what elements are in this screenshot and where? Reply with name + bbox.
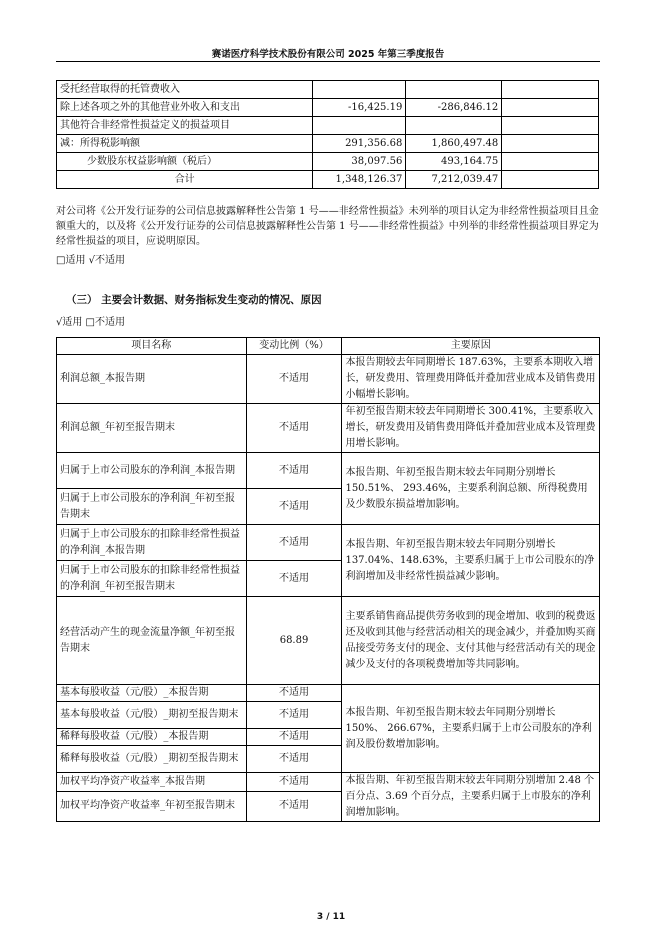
item-name: 加权平均净资产收益率_年初至报告期末 — [57, 791, 247, 821]
row-ytd — [406, 81, 502, 99]
item-name: 归属于上市公司股东的净利润_年初至报告期末 — [57, 489, 247, 525]
change-ratio: 68.89 — [246, 597, 342, 685]
note-applicable-status: □适用 √不适用 — [56, 255, 125, 266]
row-label: 其他符合非经常性损益定义的损益项目 — [57, 117, 313, 135]
page-number: 3 / 11 — [316, 912, 346, 922]
row-label: 少数股东权益影响额（税后） — [57, 153, 313, 171]
change-ratio: 不适用 — [246, 702, 342, 729]
table-row — [57, 171, 599, 189]
table-row — [57, 153, 599, 171]
item-name: 基本每股收益（元/股）_本报告期 — [57, 685, 247, 702]
change-ratio: 不适用 — [246, 773, 342, 792]
main-reason: 本报告期较去年同期增长 187.63%，主要系本期收入增长，研发费用、管理费用降低并叠加营业成本及销售费用小幅增长影响。 — [342, 355, 600, 404]
section-title: （三） 主要会计数据、财务指标发生变动的情况、原因 — [66, 294, 322, 306]
table-row — [57, 99, 599, 117]
row-ytd: 1,860,497.48 — [406, 135, 502, 153]
change-ratio: 不适用 — [246, 746, 342, 773]
table-row — [57, 597, 600, 685]
main-reason: 年初至报告期末较去年同期增长 300.41%，主要系收入增长，研发费用及销售费用降低并叠加营业成本及管理费用增长影响。 — [342, 404, 600, 453]
item-name: 加权平均净资产收益率_本报告期 — [57, 773, 247, 792]
change-ratio: 不适用 — [246, 453, 342, 489]
change-ratio: 不适用 — [246, 489, 342, 525]
section-applicable-status: √适用 □不适用 — [56, 317, 125, 328]
item-name: 稀释每股收益（元/股）_本报告期 — [57, 729, 247, 746]
row-current-period — [313, 117, 406, 135]
note-paragraph: 对公司将《公开发行证券的公司信息披露解释性公告第 1 号——非经常性损益》未列举的项目认定为非经常性损益项目且金额重大的，以及将《公开发行证券的公司信息披露解释性公告第 1 号——非经常性损益》中列举的非经常性损益项目界定为经常性损益的项目，应说明原因。 — [56, 206, 599, 247]
item-name: 归属于上市公司股东的净利润_本报告期 — [57, 453, 247, 489]
row-current-period — [313, 81, 406, 99]
row-current-period: 1,348,126.37 — [313, 171, 406, 189]
header-item-name: 项目名称 — [57, 338, 247, 355]
row-label: 除上述各项之外的其他营业外收入和支出 — [57, 99, 313, 117]
page-header: 赛诺医疗科学技术股份有限公司 2025 年第三季度报告 — [211, 49, 445, 60]
item-name: 经营活动产生的现金流量净额_年初至报告期末 — [57, 597, 247, 685]
header-divider — [56, 61, 600, 62]
changes-table — [56, 337, 600, 822]
table-row — [57, 81, 599, 99]
row-ytd: 493,164.75 — [406, 153, 502, 171]
table-header-row — [57, 338, 600, 355]
table-row — [57, 453, 600, 489]
item-name: 稀释每股收益（元/股）_期初至报告期末 — [57, 746, 247, 773]
main-reason: 主要系销售商品提供劳务收到的现金增加、收到的税费返还及收到其他与经营活动相关的现金减少，并叠加购买商品接受劳务支付的现金、支付其他与经营活动有关的现金减少及支付的各项税费增加等共同影响。 — [342, 597, 600, 685]
change-ratio: 不适用 — [246, 729, 342, 746]
row-current-period: 291,356.68 — [313, 135, 406, 153]
row-note — [502, 153, 599, 171]
main-reason: 本报告期、年初至报告期末较去年同期分别增长 137.04%、148.63%，主要系归属于上市公司股东的净利润增加及非经常性损益减少影响。 — [342, 525, 600, 597]
table-row — [57, 355, 600, 404]
row-label: 减：所得税影响额 — [57, 135, 313, 153]
row-note — [502, 135, 599, 153]
table-row — [57, 525, 600, 561]
table-row — [57, 404, 600, 453]
row-ytd: 7,212,039.47 — [406, 171, 502, 189]
item-name: 利润总额_本报告期 — [57, 355, 247, 404]
change-ratio: 不适用 — [246, 561, 342, 597]
item-name: 归属于上市公司股东的扣除非经常性损益的净利润_年初至报告期末 — [57, 561, 247, 597]
item-name: 归属于上市公司股东的扣除非经常性损益的净利润_本报告期 — [57, 525, 247, 561]
change-ratio: 不适用 — [246, 525, 342, 561]
header-change-ratio: 变动比例（%） — [246, 338, 342, 355]
main-reason: 本报告期、年初至报告期末较去年同期分别增长 150.51%、 293.46%，主要系利润总额、所得税费用及少数股东损益增加影响。 — [342, 453, 600, 525]
change-ratio: 不适用 — [246, 355, 342, 404]
table-row — [57, 685, 600, 702]
row-note — [502, 99, 599, 117]
row-current-period: -16,425.19 — [313, 99, 406, 117]
table-row — [57, 117, 599, 135]
change-ratio: 不适用 — [246, 685, 342, 702]
row-label: 合计 — [57, 171, 313, 189]
row-current-period: 38,097.56 — [313, 153, 406, 171]
table-row — [57, 135, 599, 153]
change-ratio: 不适用 — [246, 791, 342, 821]
header-main-reason: 主要原因 — [342, 338, 600, 355]
main-reason: 本报告期、年初至报告期末较去年同期分别增长 150%、 266.67%，主要系归属于上市公司股东的净利润及股份数增加影响。 — [342, 685, 600, 773]
main-reason: 本报告期、年初至报告期末较去年同期分别增加 2.48 个百分点、3.69 个百分点，主要系归属于上市股东的净利润增加影响。 — [342, 773, 600, 822]
item-name: 利润总额_年初至报告期末 — [57, 404, 247, 453]
row-note — [502, 81, 599, 99]
item-name: 基本每股收益（元/股）_期初至报告期末 — [57, 702, 247, 729]
row-ytd: -286,846.12 — [406, 99, 502, 117]
row-note — [502, 117, 599, 135]
row-label: 受托经营取得的托管费收入 — [57, 81, 313, 99]
table-row — [57, 773, 600, 792]
row-ytd — [406, 117, 502, 135]
non-recurring-gains-table — [56, 80, 599, 189]
row-note — [502, 171, 599, 189]
change-ratio: 不适用 — [246, 404, 342, 453]
